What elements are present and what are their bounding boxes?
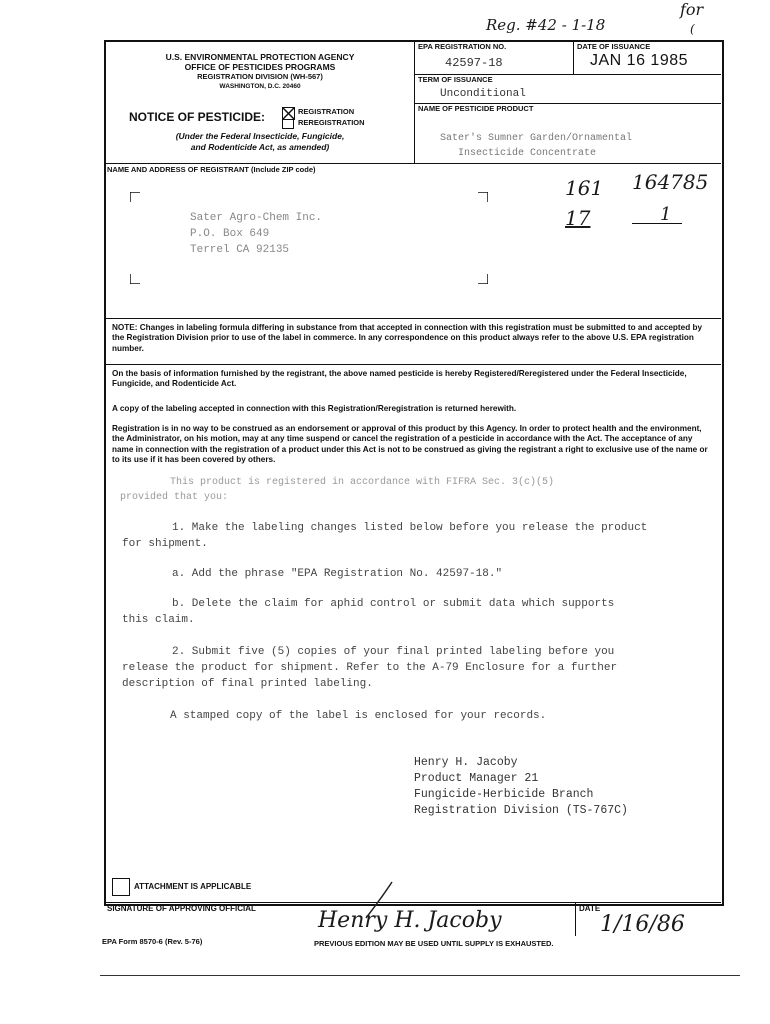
item-1: 1. Make the labeling changes listed below before you release the product [172,522,648,534]
checkmark-x-icon [283,108,294,119]
typed-line-1: This product is registered in accordance with FIFRA Sec. 3(c)(5) [170,477,555,488]
agency-line-3: REGISTRATION DIVISION (WH-567) [197,72,323,81]
corner-top-left-icon [130,192,140,202]
body-p2: A copy of the labeling accepted in connection with this Registration/Reregistration is returned herewith. [112,404,517,413]
registrant-name: Sater Agro-Chem Inc. [190,212,323,224]
signed-date: 1/16/86 [600,912,685,937]
corner-bottom-right-icon [478,274,488,284]
corner-top-right-icon [478,192,488,202]
date-label: DATE [579,904,601,913]
header-divider [414,41,415,163]
item-1b-cont: this claim. [122,614,195,626]
under-act [108,131,412,153]
item-1a: a. Add the phrase "EPA Registration No. 42597-18." [172,568,503,580]
item-2-cont: release the product for shipment. Refer to the A-79 Enclosure for a further [122,662,618,674]
item-2: 2. Submit five (5) copies of your final printed labeling before you [172,646,615,658]
agency-line-2: OFFICE OF PESTICIDES PROGRAMS [184,62,336,72]
previous-edition: PREVIOUS EDITION MAY BE USED UNTIL SUPPLY IS EXHAUSTED. [314,939,554,948]
corner-bottom-left-icon [130,274,140,284]
form-id: EPA Form 8570-6 (Rev. 5-76) [102,937,203,946]
reg-no-label: EPA REGISTRATION NO. [418,42,507,51]
hand-note-2: 164785 [632,170,709,194]
product-line-2: Insecticide Concentrate [458,148,597,159]
attachment-label: ATTACHMENT IS APPLICABLE [134,882,252,891]
signer-division: Registration Division (TS-767C) [414,804,628,817]
reg-no-value: 42597-18 [445,56,503,70]
item-1-cont: for shipment. [122,538,208,550]
date-divider [573,41,574,75]
product-line-1: Sater's Sumner Garden/Ornamental [440,133,633,144]
typed-line-2: provided that you: [120,492,229,503]
registrant-label: NAME AND ADDRESS OF REGISTRANT (Include ZIP code) [107,165,316,174]
term-label: TERM OF ISSUANCE [418,75,493,84]
signature-label: SIGNATURE OF APPROVING OFFICIAL [107,904,256,913]
body-p1: On the basis of information furnished by the registrant, the above named pesticide is hereby Registered/Reregistered under the Federal Insecticide, Fungicide, and Rodenticide Act. [112,369,687,389]
issuance-date-value: JAN 16 1985 [590,52,689,69]
under-act-line-2: and Rodenticide Act, as amended) [190,142,330,152]
top-annotation: Reg. #42 - 1-18 [486,16,606,34]
item-2-cont-2: description of final printed labeling. [122,678,373,690]
item-1b: b. Delete the claim for aphid control or submit data which supports [172,598,615,610]
signer-title: Product Manager 21 [414,772,539,785]
signer-block [414,755,628,819]
top-right-annotation-2: ( [690,22,695,36]
agency-line-4: WASHINGTON, D.C. 20460 [219,83,301,90]
stamped-copy: A stamped copy of the label is enclosed for your records. [170,710,547,722]
term-value: Unconditional [440,88,526,100]
hand-note-4: 1 [660,204,672,225]
attachment-checkbox[interactable] [112,878,130,896]
hand-note-3: 17 [565,206,591,230]
signature: Henry H. Jacoby [318,908,502,933]
body-p3: Registration is in no way to be construed as an endorsement or approval of this product by this Agency. In order to protect health and the environment, the Administrator, on his motion, may at any time suspend or cancel the registration of a pesticide in accordance with the Act. The acceptance of any name in connection with the registration of a product under this Act is not to be construed as giving the registrant a right to exclusive use of the name or to its use if it has been covered by others. [112,424,708,465]
registrant-address [190,210,322,258]
note-text: NOTE: Changes in labeling formula differing in substance from that accepted in connection with this registration must be submitted to and accepted by the Registration Division prior to use of the label in commerce. In any correspondence on this product always refer to the above U.S. EPA registration number. [112,323,703,353]
signer-branch: Fungicide-Herbicide Branch [414,788,594,801]
bottom-rule [100,975,740,976]
registrant-address-1: P.O. Box 649 [190,228,270,240]
notice-title: NOTICE OF PESTICIDE: [129,110,266,124]
option-reregistration: REREGISTRATION [298,118,365,127]
option-registration: REGISTRATION [298,107,355,116]
reregistration-checkbox[interactable] [282,119,294,129]
under-act-line-1: (Under the Federal Insecticide, Fungicide, [175,131,345,141]
registrant-address-2: Terrel CA 92135 [190,244,290,256]
top-right-annotation: for [680,0,704,19]
agency-header [108,52,412,92]
hand-note-1: 161 [565,176,604,200]
signer-name: Henry H. Jacoby [414,756,518,769]
signature-stroke-icon [360,880,400,920]
product-label: NAME OF PESTICIDE PRODUCT [418,104,534,113]
issuance-date-label: DATE OF ISSUANCE [577,42,651,51]
agency-line-1: U.S. ENVIRONMENTAL PROTECTION AGENCY [165,52,355,62]
